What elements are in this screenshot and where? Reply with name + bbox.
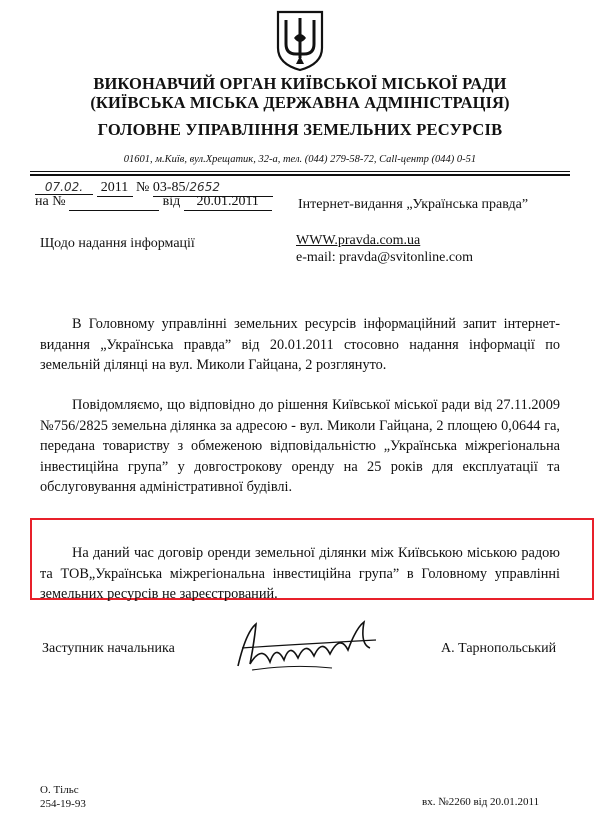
registration-year: 2011: [97, 180, 133, 197]
header-divider-thin: [30, 171, 570, 172]
reference-number-blank: [69, 194, 159, 211]
letter-subject: Щодо надання інформації: [40, 236, 195, 251]
coat-of-arms-icon: [272, 8, 328, 72]
incoming-registration-stamp: вх. №2260 від 20.01.2011: [422, 796, 540, 808]
organization-subtitle: (КИЇВСЬКА МІСЬКА ДЕРЖАВНА АДМІНІСТРАЦІЯ): [90, 93, 510, 112]
organization-name: ВИКОНАВЧИЙ ОРГАН КИЇВСЬКОЇ МІСЬКОЇ РАДИ: [93, 74, 507, 93]
recipient-name: Інтернет-видання „Українська правда”: [298, 197, 529, 212]
reference-date: 20.01.2011: [184, 194, 272, 211]
department-name: ГОЛОВНЕ УПРАВЛІННЯ ЗЕМЕЛЬНИХ РЕСУРСІВ: [97, 120, 503, 139]
organization-address: 01601, м.Київ, вул.Хрещатик, 32-а, тел. (044) 279-58-72, Call-центр (044) 0-51: [123, 154, 477, 165]
reference-from-label: від: [162, 194, 181, 209]
registration-number-printed: 03-85/: [152, 180, 190, 195]
executor-phone: 254-19-93: [40, 798, 86, 810]
recipient-website: WWW.pravda.com.ua: [296, 233, 421, 248]
reference-line: [35, 194, 272, 211]
registration-date-handwritten: 07.02.: [35, 180, 93, 195]
body-paragraph-2: Повідомляємо, що відповідно до рішення Київської міської ради від 27.11.2009 №756/2825 земельна ділянка за адресою - вул. Миколи Гайцана, 2 площею 0,0644 га, передана товариству з обмеженою відповідальністю „Українська міжрегіональна інвестиційна група” у довгострокову оренду на 25 років для експлуатації та обслуговування адміністративної будівлі.: [40, 397, 560, 495]
signer-name: А. Тарнопольський: [441, 641, 557, 656]
registration-number-handwritten: 2652: [189, 180, 220, 194]
organization-header: [0, 74, 600, 112]
executor-name: О. Тільс: [40, 784, 79, 796]
handwritten-signature: [232, 614, 382, 674]
signer-title: Заступник начальника: [42, 641, 175, 656]
recipient-email: e-mail: pravda@svitonline.com: [296, 250, 473, 265]
registration-no-label: №: [136, 180, 150, 195]
reference-label: на №: [35, 194, 66, 209]
body-paragraph-3: На даний час договір оренди земельної ділянки між Київською міською радою та ТОВ„Українська міжрегіональна інвестиційна група” в Головному управлінні земельних ресурсів не зареєстрований.: [40, 545, 560, 602]
header-divider-thick: [30, 174, 570, 176]
body-paragraph-1: В Головному управлінні земельних ресурсів інформаційний запит інтернет-видання „Українська правда” від 20.01.2011 стосовно надання інформації по земельній ділянці на вул. Миколи Гайцана, 2 розглянуто.: [40, 316, 560, 373]
